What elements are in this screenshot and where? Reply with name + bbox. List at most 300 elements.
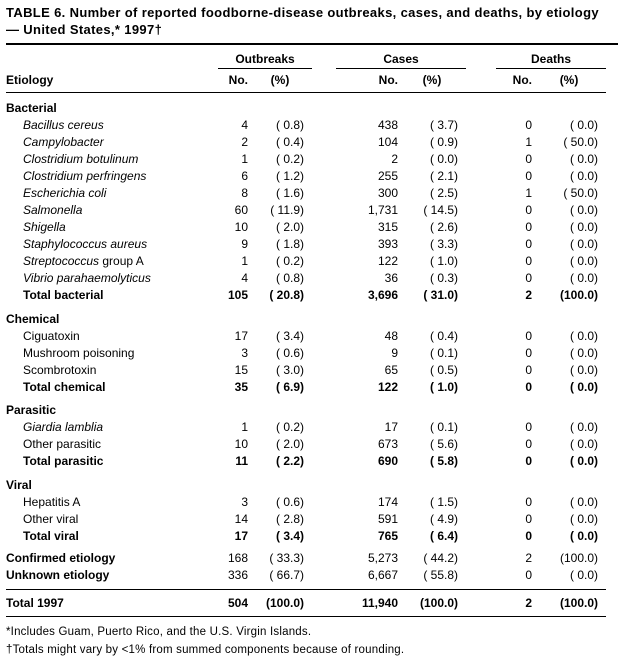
percent-cell: ( 0.0) — [570, 237, 599, 252]
count-cell: 2 — [525, 288, 533, 303]
spacer-cell — [312, 567, 336, 590]
percent-cell: ( 3.4) — [276, 328, 305, 343]
table-row — [6, 453, 606, 470]
etiology-label: Chemical — [6, 311, 60, 326]
count-cell: 0 — [525, 454, 533, 469]
spacer-cell — [466, 544, 496, 567]
etiology-cell — [6, 253, 218, 270]
etiology-label: Viral — [6, 477, 32, 492]
spacer-cell — [312, 327, 336, 344]
percent-cell: ( 0.0) — [570, 437, 599, 452]
group-spacer — [312, 45, 336, 69]
spacer-cell — [466, 436, 496, 453]
table-row — [6, 419, 606, 436]
count-cell: 6 — [241, 169, 248, 184]
percent-cell: ( 0.8) — [276, 271, 305, 286]
percent-cell: ( 55.8) — [423, 568, 459, 583]
spacer-cell — [466, 236, 496, 253]
count-cell: 122 — [377, 379, 399, 394]
table-row — [6, 378, 606, 395]
percent-cell: ( 0.1) — [430, 345, 459, 360]
count-cell: 0 — [525, 169, 533, 184]
count-cell: 393 — [377, 237, 399, 252]
spacer-cell — [466, 134, 496, 151]
spacer-cell — [312, 134, 336, 151]
spacer-cell — [466, 453, 496, 470]
count-cell: 36 — [384, 271, 399, 286]
count-cell: 0 — [525, 345, 533, 360]
count-cell: 0 — [525, 203, 533, 218]
etiology-cell — [6, 544, 218, 567]
count-cell: 0 — [525, 220, 533, 235]
percent-cell: ( 3.3) — [430, 237, 459, 252]
table-row — [6, 270, 606, 287]
count-cell: 0 — [525, 528, 533, 543]
table-row — [6, 567, 606, 590]
count-cell: 0 — [525, 118, 533, 133]
etiology-cell — [6, 419, 218, 436]
spacer-cell — [466, 219, 496, 236]
spacer-cell — [466, 510, 496, 527]
count-cell: 1,731 — [367, 203, 399, 218]
spacer-cell — [312, 361, 336, 378]
etiology-cell — [6, 436, 218, 453]
spacer-cell — [466, 361, 496, 378]
etiology-cell — [6, 493, 218, 510]
percent-cell: ( 0.2) — [276, 152, 305, 167]
percent-cell: ( 0.0) — [570, 420, 599, 435]
etiology-label-suffix: group A — [99, 254, 144, 269]
outbreaks-pct-header: (%) — [252, 69, 312, 93]
table-row — [6, 151, 606, 168]
etiology-label: Vibrio parahaemolyticus — [23, 271, 151, 286]
percent-cell: ( 3.4) — [276, 528, 305, 543]
percent-cell: ( 0.4) — [276, 135, 305, 150]
percent-cell: ( 50.0) — [563, 186, 599, 201]
percent-cell: ( 0.2) — [276, 254, 305, 269]
etiology-cell — [6, 270, 218, 287]
etiology-label: Other viral — [23, 511, 79, 526]
spacer-cell — [466, 327, 496, 344]
percent-cell: ( 2.8) — [276, 511, 305, 526]
etiology-cell — [6, 470, 606, 494]
percent-cell: ( 2.5) — [430, 186, 459, 201]
count-cell: 765 — [377, 528, 399, 543]
spacer-cell — [466, 185, 496, 202]
table-row — [6, 470, 606, 494]
count-cell: 438 — [377, 118, 399, 133]
count-cell: 673 — [377, 437, 399, 452]
count-cell: 336 — [227, 568, 248, 583]
spacer-cell — [312, 436, 336, 453]
count-cell: 17 — [384, 420, 399, 435]
percent-cell: ( 2.0) — [276, 220, 305, 235]
percent-cell: ( 0.6) — [276, 494, 305, 509]
etiology-cell — [6, 527, 218, 544]
table-row — [6, 361, 606, 378]
etiology-cell — [6, 202, 218, 219]
spacer-cell — [466, 378, 496, 395]
percent-cell: ( 1.0) — [430, 379, 459, 394]
spacer-cell — [312, 590, 336, 617]
spacer-cell — [312, 344, 336, 361]
etiology-label: Other parasitic — [23, 437, 102, 452]
count-cell: 174 — [377, 494, 399, 509]
etiology-label: Bacterial — [6, 101, 57, 116]
spacer-cell — [466, 344, 496, 361]
percent-cell: ( 0.0) — [570, 169, 599, 184]
etiology-label: Total chemical — [23, 379, 106, 394]
etiology-label: Giardia lamblia — [23, 420, 104, 435]
percent-cell: ( 0.4) — [430, 328, 459, 343]
table-row — [6, 527, 606, 544]
count-cell: 3,696 — [367, 288, 399, 303]
percent-cell: ( 11.9) — [270, 203, 305, 218]
count-cell: 14 — [234, 511, 248, 526]
percent-cell: ( 66.7) — [269, 568, 305, 583]
percent-cell: ( 0.0) — [570, 362, 599, 377]
etiology-label: Mushroom poisoning — [23, 345, 135, 360]
etiology-label: Total 1997 — [6, 596, 64, 611]
spacer-cell — [312, 168, 336, 185]
count-cell: 1 — [525, 186, 533, 201]
etiology-label: Bacillus cereus — [23, 118, 104, 133]
table-row — [6, 544, 606, 567]
percent-cell: ( 0.0) — [570, 254, 599, 269]
percent-cell: ( 6.4) — [430, 528, 459, 543]
count-cell: 0 — [525, 362, 533, 377]
count-cell: 0 — [525, 379, 533, 394]
count-cell: 17 — [234, 528, 248, 543]
spacer-cell — [312, 253, 336, 270]
spacer-cell — [312, 510, 336, 527]
percent-cell: ( 0.0) — [570, 454, 599, 469]
count-cell: 60 — [234, 203, 248, 218]
count-cell: 1 — [241, 152, 248, 167]
percent-cell: ( 0.0) — [570, 345, 599, 360]
count-cell: 0 — [525, 254, 533, 269]
count-cell: 15 — [234, 362, 248, 377]
deaths-no-header: No. — [496, 69, 536, 93]
spacer-cell — [312, 527, 336, 544]
percent-cell: (100.0) — [560, 551, 599, 566]
etiology-label: Unknown etiology — [6, 568, 110, 583]
count-cell: 11 — [235, 454, 248, 469]
table-row — [6, 327, 606, 344]
etiology-cell — [6, 395, 606, 419]
etiology-cell — [6, 219, 218, 236]
percent-cell: ( 33.3) — [269, 551, 305, 566]
table-row — [6, 236, 606, 253]
etiology-cell — [6, 510, 218, 527]
spacer-cell — [312, 378, 336, 395]
count-cell: 1 — [241, 254, 248, 269]
count-cell: 4 — [241, 271, 248, 286]
percent-cell: ( 3.7) — [430, 118, 459, 133]
count-cell: 0 — [525, 237, 533, 252]
count-cell: 0 — [525, 568, 533, 583]
percent-cell: ( 0.0) — [570, 203, 599, 218]
etiology-label: Total parasitic — [23, 454, 104, 469]
percent-cell: ( 2.1) — [430, 169, 459, 184]
table-body — [6, 93, 606, 617]
count-cell: 4 — [241, 118, 248, 133]
count-cell: 35 — [234, 379, 248, 394]
percent-cell: ( 0.9) — [430, 135, 459, 150]
table-row — [6, 344, 606, 361]
table-row — [6, 253, 606, 270]
count-cell: 591 — [377, 511, 399, 526]
percent-cell: ( 0.6) — [276, 345, 305, 360]
etiology-cell — [6, 168, 218, 185]
percent-cell: ( 14.5) — [423, 203, 459, 218]
table-row — [6, 117, 606, 134]
percent-cell: ( 2.0) — [276, 437, 305, 452]
count-cell: 315 — [377, 220, 399, 235]
percent-cell: ( 1.0) — [430, 254, 459, 269]
percent-cell: (100.0) — [252, 590, 312, 617]
footnote-asterisk: *Includes Guam, Puerto Rico, and the U.S. Virgin Islands. — [6, 626, 312, 639]
count-cell: 9 — [391, 345, 399, 360]
table-row — [6, 219, 606, 236]
count-cell: 1 — [525, 135, 533, 150]
table-row — [6, 185, 606, 202]
cases-pct-header: (%) — [402, 69, 466, 93]
count-cell: 11,940 — [336, 590, 402, 617]
etiology-label: Parasitic — [6, 403, 57, 418]
table-row — [6, 395, 606, 419]
percent-cell: ( 0.5) — [430, 362, 459, 377]
spacer-cell — [312, 151, 336, 168]
etiology-cell — [6, 361, 218, 378]
percent-cell: ( 0.3) — [430, 271, 459, 286]
spacer-cell — [466, 151, 496, 168]
deaths-pct-header: (%) — [536, 69, 606, 93]
count-cell: 0 — [525, 494, 533, 509]
cases-group-header: Cases — [336, 45, 466, 69]
count-cell: 0 — [525, 328, 533, 343]
etiology-cell — [6, 378, 218, 395]
table-row — [6, 93, 606, 117]
spacer-cell — [466, 168, 496, 185]
count-cell: 255 — [377, 169, 399, 184]
count-cell: 0 — [525, 511, 533, 526]
count-cell: 3 — [241, 345, 248, 360]
percent-cell: ( 44.2) — [423, 551, 459, 566]
count-cell: 0 — [525, 420, 533, 435]
etiology-cell — [6, 287, 218, 304]
spacer-cell — [312, 287, 336, 304]
etiology-cell — [6, 134, 218, 151]
table-row — [6, 202, 606, 219]
outbreaks-group-header: Outbreaks — [218, 45, 312, 69]
count-cell: 504 — [218, 590, 252, 617]
percent-cell: ( 0.0) — [430, 152, 459, 167]
etiology-label: Total viral — [23, 528, 79, 543]
footnote-dagger: †Totals might vary by <1% from summed components because of rounding. — [6, 643, 405, 656]
count-cell: 3 — [241, 494, 248, 509]
etiology-cell — [6, 590, 218, 617]
percent-cell: ( 0.0) — [570, 511, 599, 526]
etiology-cell — [6, 567, 218, 590]
group-header-empty — [6, 45, 218, 69]
percent-cell: ( 0.8) — [276, 118, 305, 133]
percent-cell: (100.0) — [560, 288, 599, 303]
count-cell: 65 — [384, 362, 399, 377]
percent-cell: ( 0.2) — [276, 420, 305, 435]
count-cell: 2 — [391, 152, 399, 167]
cases-no-header: No. — [336, 69, 402, 93]
percent-cell: ( 2.2) — [276, 454, 305, 469]
count-cell: 168 — [227, 551, 248, 566]
group-spacer — [466, 45, 496, 69]
count-cell: 2 — [241, 135, 248, 150]
percent-cell: ( 0.0) — [570, 568, 599, 583]
etiology-table — [6, 45, 606, 617]
etiology-cell — [6, 236, 218, 253]
count-cell: 300 — [377, 186, 399, 201]
count-cell: 1 — [241, 420, 248, 435]
spacer-cell — [312, 453, 336, 470]
percent-cell: ( 0.0) — [570, 494, 599, 509]
spacer-cell — [312, 544, 336, 567]
percent-cell: ( 0.1) — [430, 420, 459, 435]
table-row — [6, 304, 606, 328]
table-row — [6, 287, 606, 304]
count-cell: 9 — [241, 237, 248, 252]
table-row — [6, 590, 606, 617]
count-cell: 10 — [234, 437, 248, 452]
etiology-label: Clostridium botulinum — [23, 152, 139, 167]
spacer-cell — [466, 590, 496, 617]
spacer-cell — [312, 219, 336, 236]
etiology-cell — [6, 304, 606, 328]
count-cell: 104 — [377, 135, 399, 150]
percent-cell: ( 31.0) — [423, 288, 459, 303]
etiology-label: Streptococcus — [23, 254, 100, 269]
etiology-cell — [6, 327, 218, 344]
count-cell: 122 — [377, 254, 399, 269]
count-cell: 2 — [525, 551, 533, 566]
count-cell: 690 — [377, 454, 399, 469]
spacer-cell — [312, 117, 336, 134]
percent-cell: ( 5.6) — [430, 437, 459, 452]
etiology-label: Hepatitis A — [23, 494, 81, 509]
count-cell: 6,667 — [367, 568, 399, 583]
etiology-cell — [6, 117, 218, 134]
percent-cell: ( 5.8) — [430, 454, 459, 469]
etiology-label: Staphylococcus aureus — [23, 237, 148, 252]
percent-cell: ( 50.0) — [563, 135, 599, 150]
header-spacer — [466, 69, 496, 93]
percent-cell: ( 0.0) — [570, 379, 599, 394]
etiology-label: Confirmed etiology — [6, 551, 116, 566]
etiology-cell — [6, 344, 218, 361]
percent-cell: (100.0) — [402, 590, 466, 617]
etiology-cell — [6, 93, 606, 117]
spacer-cell — [466, 493, 496, 510]
percent-cell: ( 1.5) — [430, 494, 459, 509]
spacer-cell — [466, 287, 496, 304]
footnotes — [6, 624, 618, 659]
table-title: TABLE 6. Number of reported foodborne-disease outbreaks, cases, and deaths, by etiology — United States,* 1997† — [6, 5, 599, 38]
percent-cell: ( 6.9) — [276, 379, 305, 394]
deaths-group-header: Deaths — [496, 45, 606, 69]
spacer-cell — [312, 202, 336, 219]
percent-cell: (100.0) — [536, 590, 606, 617]
percent-cell: ( 1.6) — [276, 186, 305, 201]
percent-cell: ( 0.0) — [570, 528, 599, 543]
count-cell: 17 — [234, 328, 248, 343]
etiology-column-header: Etiology — [6, 69, 218, 93]
table-row — [6, 134, 606, 151]
etiology-label: Total bacterial — [23, 288, 104, 303]
percent-cell: ( 4.9) — [430, 511, 459, 526]
etiology-label: Campylobacter — [23, 135, 104, 150]
spacer-cell — [466, 117, 496, 134]
count-cell: 0 — [525, 152, 533, 167]
spacer-cell — [312, 493, 336, 510]
percent-cell: ( 1.8) — [276, 237, 305, 252]
count-cell: 5,273 — [367, 551, 399, 566]
percent-cell: ( 2.6) — [430, 220, 459, 235]
spacer-cell — [312, 419, 336, 436]
spacer-cell — [312, 270, 336, 287]
table-row — [6, 493, 606, 510]
etiology-label: Clostridium perfringens — [23, 169, 147, 184]
etiology-label: Shigella — [23, 220, 66, 235]
etiology-label: Salmonella — [23, 203, 83, 218]
etiology-label: Escherichia coli — [23, 186, 107, 201]
outbreaks-no-header: No. — [218, 69, 252, 93]
etiology-cell — [6, 185, 218, 202]
spacer-cell — [466, 270, 496, 287]
etiology-cell — [6, 151, 218, 168]
etiology-label: Ciguatoxin — [23, 328, 80, 343]
count-cell: 0 — [525, 271, 533, 286]
table-row — [6, 168, 606, 185]
spacer-cell — [312, 185, 336, 202]
spacer-cell — [466, 527, 496, 544]
percent-cell: ( 0.0) — [570, 328, 599, 343]
spacer-cell — [466, 419, 496, 436]
percent-cell: ( 0.0) — [570, 271, 599, 286]
count-cell: 2 — [496, 590, 536, 617]
count-cell: 10 — [234, 220, 248, 235]
spacer-cell — [466, 202, 496, 219]
count-cell: 0 — [525, 437, 533, 452]
sub-header-row — [6, 69, 606, 93]
etiology-cell — [6, 453, 218, 470]
percent-cell: ( 0.0) — [570, 220, 599, 235]
percent-cell: ( 20.8) — [269, 288, 305, 303]
count-cell: 8 — [241, 186, 248, 201]
count-cell: 105 — [227, 288, 248, 303]
percent-cell: ( 0.0) — [570, 118, 599, 133]
count-cell: 48 — [384, 328, 399, 343]
group-header-row — [6, 45, 606, 69]
table-row — [6, 510, 606, 527]
percent-cell: ( 1.2) — [276, 169, 305, 184]
percent-cell: ( 3.0) — [276, 362, 305, 377]
etiology-label: Scombrotoxin — [23, 362, 97, 377]
spacer-cell — [466, 253, 496, 270]
spacer-cell — [466, 567, 496, 590]
spacer-cell — [312, 236, 336, 253]
header-spacer — [312, 69, 336, 93]
percent-cell: ( 0.0) — [570, 152, 599, 167]
table-row — [6, 436, 606, 453]
